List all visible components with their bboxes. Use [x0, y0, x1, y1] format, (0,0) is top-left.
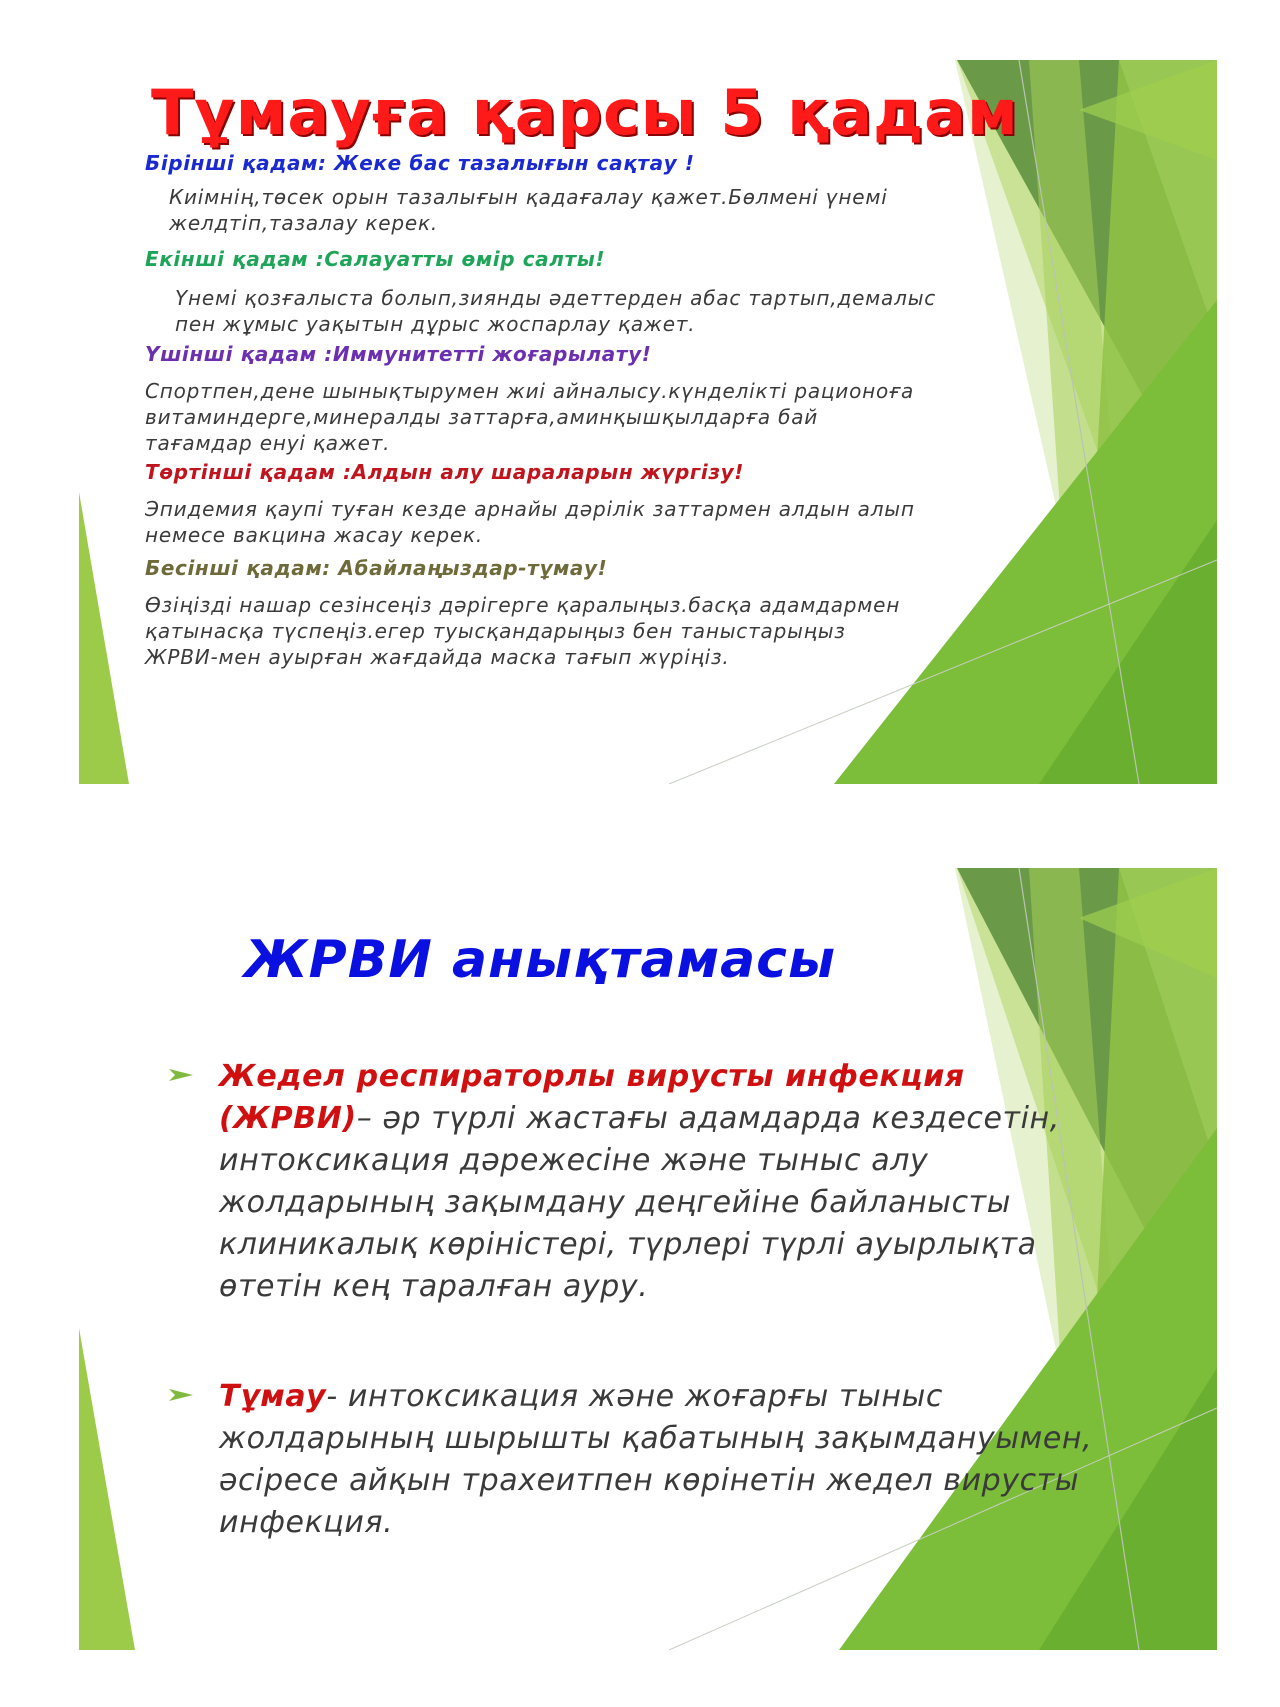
- step-1-heading: Бірінші қадам: Жеке бас тазалығын сақтау !: [145, 151, 695, 175]
- slide-title: Тұмауға қарсы 5 қадам: [151, 76, 1019, 149]
- bullet-item: [169, 1056, 1109, 1308]
- step-4-heading: Төртінші қадам :Алдын алу шараларын жүргізу!: [145, 460, 744, 484]
- arrow-bullet-icon: [169, 1388, 193, 1402]
- step-3-heading: Үшінші қадам :Иммунитетті жоғарылату!: [145, 342, 652, 366]
- step-4-text: Эпидемия қаупі туған кезде арнайы дәрілік заттармен алдын алып немесе вакцина жасау керек.: [145, 497, 915, 547]
- step-2-heading: Екінші қадам :Салауатты өмір салты!: [145, 247, 606, 271]
- step-5-heading: Бесінші қадам: Абайлаңыздар-тұмау!: [145, 556, 608, 580]
- bullet-text: [219, 1376, 1109, 1544]
- definition-text: – әр түрлі жастағы адамдарда кездесетін, интоксикация дәрежесіне және тыныс алу жолдарының зақымдану деңгейіне байланысты клиникалық көріністері, түрлері түрлі ауырлықта өтетін кең таралған ауру.: [219, 1101, 1060, 1304]
- term-highlight: Тұмау: [219, 1379, 327, 1414]
- step-1-text: Киімнің,төсек орын тазалығын қадағалау қажет.Бөлмені үнемі желдтіп,тазалау керек.: [169, 185, 888, 235]
- step-5-text: Өзіңізді нашар сезінсеңіз дәрігерге қаралыңыз.басқа адамдармен қатынасқа түспеңіз.егер туысқандарыңыз бен таныстарыңыз ЖРВИ-мен ауырған жағдайда маска тағып жүріңіз.: [145, 593, 901, 669]
- definition-text: - интоксикация және жоғарғы тыныс жолдарының шырышты қабатының зақымдануымен, әсіресе айқын трахеитпен көрінетін жедел вирусты инфекция.: [219, 1379, 1093, 1540]
- arrow-bullet-icon: [169, 1068, 193, 1082]
- bullet-text: [219, 1056, 1109, 1308]
- slide-1: [79, 60, 1217, 784]
- slide-2: [79, 868, 1217, 1650]
- term-highlight: Жедел респираторлы вирусты инфекция (ЖРВИ): [219, 1059, 965, 1136]
- bullet-item: [169, 1376, 1109, 1544]
- step-3-text: Спортпен,дене шынықтырумен жиі айналысу.күнделікті рационоға витаминдерге,минералды заттарға,аминқышқылдарға бай тағамдар енуі қажет.: [145, 379, 915, 455]
- slide-title: ЖРВИ анықтамасы: [244, 930, 837, 990]
- step-2-text: Үнемі қозғалыста болып,зиянды әдеттерден абас тартып,демалыс пен жұмыс уақытын дұрыс жоспарлау қажет.: [175, 286, 937, 336]
